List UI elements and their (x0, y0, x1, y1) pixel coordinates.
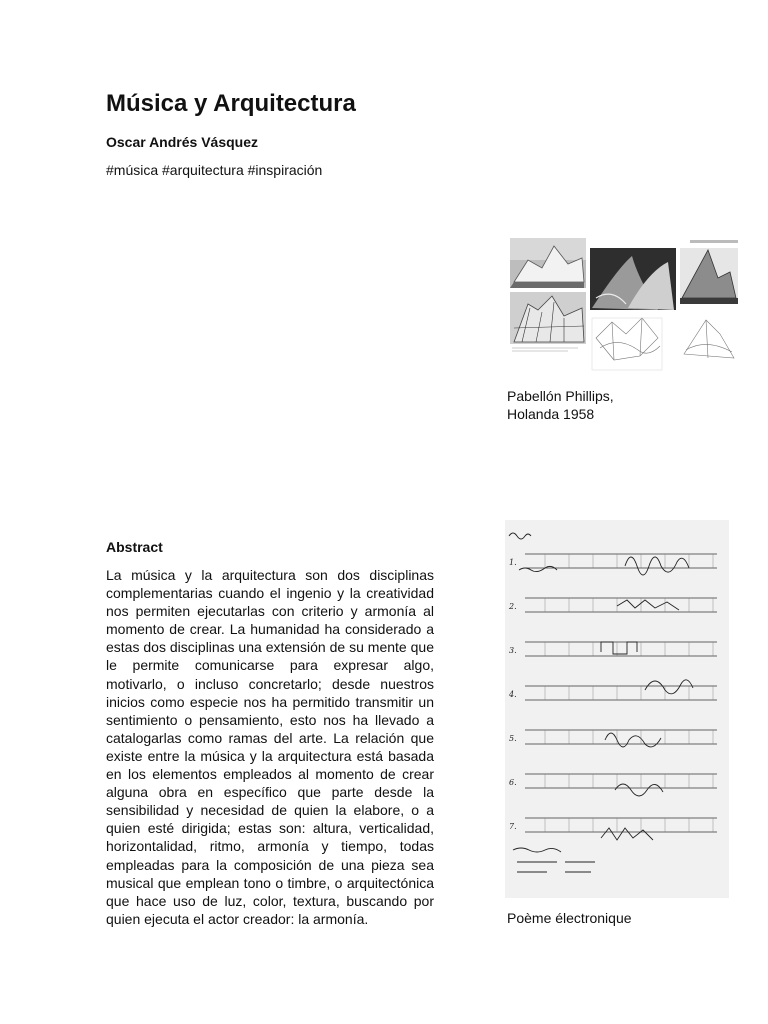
score-staff-number: 6. (509, 778, 517, 787)
pavilion-caption (507, 387, 707, 423)
score-staff-number: 5. (509, 734, 517, 743)
score-caption: Poème électronique (507, 910, 632, 926)
pavilion-caption-line2: Holanda 1958 (507, 406, 595, 422)
abstract-body: La música y la arquitectura son dos disciplinas complementarias cuando el ingenio y la creatividad nos permiten ejecutarlas con criterio y armonía al momento de crear. La humanidad ha considerado a estas dos disciplinas una extensión de su mente que le permite comunicarse para expresar algo, motivarlo, o incluso concretarlo; desde nuestros inicios como especie nos ha permitido transmitir un sentimiento o pensamiento, esto nos ha llevado a catalogarlas como ramas del arte. La relación que existe entre la música y la arquitectura está basada en los elementos empleados al momento de crear alguna obra en específico que parte desde la sensibilidad y necesidad de quien la elabore, o a quien esté dirigida; estas son: altura, verticalidad, horizontalidad, ritmo, armonía y tiempo, todas empleadas para la composición de una pieza sea musical que emplean tono o timbre, o arquitectónica que hace uso de luz, color, textura, buscando por quien ejecuta el actor creador: la armonía. (106, 567, 434, 927)
score-image (505, 520, 729, 898)
pavilion-photo-4 (510, 292, 586, 354)
pavilion-photo-3 (680, 240, 738, 304)
score-staff-number: 1. (509, 558, 517, 567)
document-title: Música y Arquitectura (106, 90, 356, 117)
pavilion-photo-2 (590, 248, 676, 310)
pavilion-photo-collage (508, 238, 740, 376)
pavilion-caption-line1: Pabellón Phillips, (507, 388, 614, 404)
score-staff-number: 3. (509, 646, 517, 655)
document-author: Oscar Andrés Vásquez (106, 134, 258, 150)
abstract-heading: Abstract (106, 539, 163, 555)
score-staff-number: 4. (509, 690, 517, 699)
pavilion-photo-1 (510, 238, 586, 288)
score-staff-number: 7. (509, 822, 517, 831)
document-tags: #música #arquitectura #inspiración (106, 162, 323, 178)
score-staff-number: 2. (509, 602, 517, 611)
